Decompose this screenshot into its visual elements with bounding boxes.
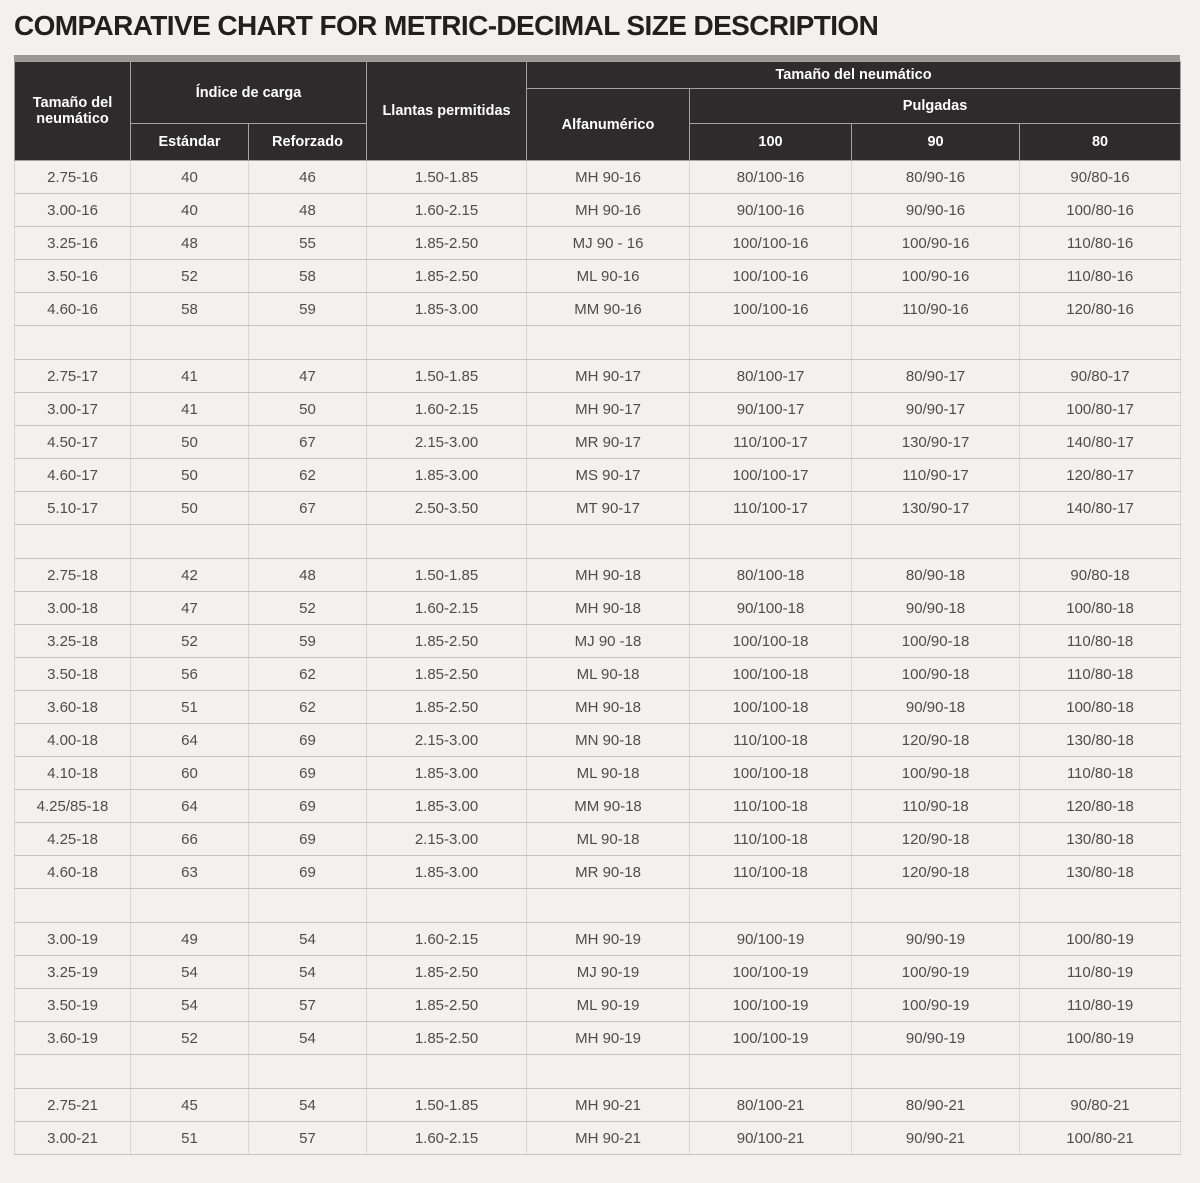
table-row	[15, 757, 1181, 790]
inch-80-cell: 110/80-18	[1020, 757, 1181, 790]
inch-90-cell: 130/90-17	[852, 492, 1020, 525]
rims-allowed-cell: 1.85-3.00	[367, 293, 527, 326]
tire-size-cell: 3.60-19	[15, 1022, 131, 1055]
header-tire-size-metric: Tamaño del neumático	[15, 62, 131, 161]
load-index-reinforced-cell: 54	[249, 1089, 367, 1122]
inch-100-cell: 100/100-16	[690, 227, 852, 260]
alphanumeric-cell: MJ 90-19	[527, 956, 690, 989]
load-index-reinforced-cell: 69	[249, 856, 367, 889]
rims-allowed-cell: 2.15-3.00	[367, 823, 527, 856]
load-index-reinforced-cell: 48	[249, 559, 367, 592]
alphanumeric-cell: MH 90-16	[527, 161, 690, 194]
load-index-standard-cell: 60	[131, 757, 249, 790]
header-reinforced: Reforzado	[249, 124, 367, 161]
load-index-reinforced-cell: 59	[249, 293, 367, 326]
tire-size-cell: 3.00-19	[15, 923, 131, 956]
alphanumeric-cell: MH 90-19	[527, 923, 690, 956]
inch-80-cell: 130/80-18	[1020, 856, 1181, 889]
rims-allowed-cell: 1.85-3.00	[367, 459, 527, 492]
spacer-cell	[690, 525, 852, 559]
inch-100-cell: 110/100-18	[690, 823, 852, 856]
spacer-cell	[249, 326, 367, 360]
spacer-cell	[1020, 525, 1181, 559]
load-index-reinforced-cell: 58	[249, 260, 367, 293]
load-index-reinforced-cell: 69	[249, 790, 367, 823]
page-title: COMPARATIVE CHART FOR METRIC-DECIMAL SIZE DESCRIPTION	[14, 10, 879, 41]
spacer-cell	[249, 889, 367, 923]
spacer-cell	[367, 1055, 527, 1089]
load-index-standard-cell: 40	[131, 161, 249, 194]
inch-80-cell: 130/80-18	[1020, 724, 1181, 757]
inch-100-cell: 80/100-21	[690, 1089, 852, 1122]
inch-100-cell: 110/100-18	[690, 790, 852, 823]
rims-allowed-cell: 1.85-2.50	[367, 227, 527, 260]
rims-allowed-cell: 1.85-2.50	[367, 260, 527, 293]
inch-100-cell: 90/100-17	[690, 393, 852, 426]
alphanumeric-cell: MH 90-21	[527, 1122, 690, 1155]
inch-100-cell: 100/100-18	[690, 658, 852, 691]
tire-size-cell: 3.50-18	[15, 658, 131, 691]
inch-80-cell: 140/80-17	[1020, 426, 1181, 459]
tire-size-cell: 4.60-16	[15, 293, 131, 326]
tire-size-cell: 4.50-17	[15, 426, 131, 459]
load-index-standard-cell: 63	[131, 856, 249, 889]
tire-size-cell: 4.00-18	[15, 724, 131, 757]
spacer-cell	[131, 326, 249, 360]
inch-80-cell: 90/80-21	[1020, 1089, 1181, 1122]
tire-size-cell: 2.75-21	[15, 1089, 131, 1122]
comparison-table	[14, 55, 1180, 1155]
inch-80-cell: 100/80-16	[1020, 194, 1181, 227]
alphanumeric-cell: MH 90-16	[527, 194, 690, 227]
load-index-standard-cell: 56	[131, 658, 249, 691]
inch-100-cell: 100/100-17	[690, 459, 852, 492]
inch-100-cell: 100/100-19	[690, 989, 852, 1022]
load-index-standard-cell: 54	[131, 956, 249, 989]
inch-90-cell: 80/90-21	[852, 1089, 1020, 1122]
spacer-cell	[131, 525, 249, 559]
tire-size-cell: 3.00-16	[15, 194, 131, 227]
alphanumeric-cell: ML 90-18	[527, 823, 690, 856]
tire-size-cell: 4.10-18	[15, 757, 131, 790]
header-tire-size-group: Tamaño del neumático	[527, 62, 1181, 89]
rims-allowed-cell: 2.15-3.00	[367, 426, 527, 459]
inch-80-cell: 100/80-19	[1020, 1022, 1181, 1055]
rims-allowed-cell: 1.85-2.50	[367, 658, 527, 691]
spacer-cell	[15, 889, 131, 923]
load-index-reinforced-cell: 69	[249, 823, 367, 856]
spacer-row	[15, 889, 1181, 923]
spacer-cell	[527, 1055, 690, 1089]
load-index-standard-cell: 54	[131, 989, 249, 1022]
load-index-standard-cell: 41	[131, 360, 249, 393]
spacer-cell	[367, 525, 527, 559]
load-index-reinforced-cell: 69	[249, 724, 367, 757]
rims-allowed-cell: 1.50-1.85	[367, 161, 527, 194]
alphanumeric-cell: MH 90-18	[527, 559, 690, 592]
rims-allowed-cell: 1.60-2.15	[367, 1122, 527, 1155]
tire-size-cell: 3.00-17	[15, 393, 131, 426]
inch-90-cell: 100/90-18	[852, 658, 1020, 691]
alphanumeric-cell: MH 90-18	[527, 691, 690, 724]
spacer-cell	[15, 326, 131, 360]
inch-80-cell: 100/80-17	[1020, 393, 1181, 426]
inch-80-cell: 100/80-19	[1020, 923, 1181, 956]
rims-allowed-cell: 1.85-3.00	[367, 856, 527, 889]
load-index-reinforced-cell: 47	[249, 360, 367, 393]
inch-80-cell: 140/80-17	[1020, 492, 1181, 525]
load-index-reinforced-cell: 67	[249, 492, 367, 525]
alphanumeric-cell: MH 90-17	[527, 393, 690, 426]
table-row	[15, 625, 1181, 658]
alphanumeric-cell: ML 90-16	[527, 260, 690, 293]
load-index-reinforced-cell: 62	[249, 691, 367, 724]
alphanumeric-cell: ML 90-18	[527, 757, 690, 790]
load-index-standard-cell: 50	[131, 492, 249, 525]
rims-allowed-cell: 1.60-2.15	[367, 923, 527, 956]
inch-90-cell: 130/90-17	[852, 426, 1020, 459]
spacer-cell	[852, 1055, 1020, 1089]
inch-80-cell: 120/80-17	[1020, 459, 1181, 492]
header-rims-allowed: Llantas permitidas	[367, 62, 527, 161]
tire-size-cell: 2.75-17	[15, 360, 131, 393]
tire-size-cell: 2.75-18	[15, 559, 131, 592]
alphanumeric-cell: MR 90-18	[527, 856, 690, 889]
spacer-cell	[527, 525, 690, 559]
table-row	[15, 823, 1181, 856]
rims-allowed-cell: 1.85-3.00	[367, 790, 527, 823]
spacer-cell	[527, 889, 690, 923]
load-index-reinforced-cell: 50	[249, 393, 367, 426]
spacer-cell	[131, 889, 249, 923]
table-row	[15, 1122, 1181, 1155]
inch-80-cell: 120/80-16	[1020, 293, 1181, 326]
alphanumeric-cell: MN 90-18	[527, 724, 690, 757]
alphanumeric-cell: MH 90-17	[527, 360, 690, 393]
load-index-reinforced-cell: 57	[249, 989, 367, 1022]
inch-90-cell: 90/90-16	[852, 194, 1020, 227]
inch-100-cell: 110/100-17	[690, 426, 852, 459]
tire-size-cell: 4.60-18	[15, 856, 131, 889]
tire-size-cell: 3.50-16	[15, 260, 131, 293]
tire-size-cell: 2.75-16	[15, 161, 131, 194]
inch-100-cell: 80/100-17	[690, 360, 852, 393]
inch-80-cell: 120/80-18	[1020, 790, 1181, 823]
table-row	[15, 459, 1181, 492]
inch-100-cell: 100/100-16	[690, 260, 852, 293]
load-index-standard-cell: 40	[131, 194, 249, 227]
load-index-standard-cell: 64	[131, 790, 249, 823]
spacer-cell	[527, 326, 690, 360]
inch-90-cell: 100/90-16	[852, 260, 1020, 293]
rims-allowed-cell: 1.50-1.85	[367, 1089, 527, 1122]
load-index-reinforced-cell: 55	[249, 227, 367, 260]
inch-100-cell: 110/100-18	[690, 856, 852, 889]
spacer-cell	[249, 525, 367, 559]
inch-90-cell: 90/90-18	[852, 592, 1020, 625]
rims-allowed-cell: 1.85-2.50	[367, 989, 527, 1022]
alphanumeric-cell: MH 90-21	[527, 1089, 690, 1122]
inch-90-cell: 100/90-18	[852, 757, 1020, 790]
header-inches-group: Pulgadas	[690, 89, 1181, 124]
tire-size-cell: 3.25-16	[15, 227, 131, 260]
spacer-cell	[690, 889, 852, 923]
inch-80-cell: 100/80-18	[1020, 592, 1181, 625]
inch-90-cell: 100/90-16	[852, 227, 1020, 260]
rims-allowed-cell: 1.50-1.85	[367, 559, 527, 592]
inch-80-cell: 110/80-16	[1020, 227, 1181, 260]
rims-allowed-cell: 1.85-2.50	[367, 1022, 527, 1055]
load-index-standard-cell: 52	[131, 1022, 249, 1055]
inch-100-cell: 110/100-18	[690, 724, 852, 757]
load-index-standard-cell: 45	[131, 1089, 249, 1122]
load-index-standard-cell: 41	[131, 393, 249, 426]
load-index-standard-cell: 48	[131, 227, 249, 260]
tire-size-cell: 5.10-17	[15, 492, 131, 525]
header-inch-80: 80	[1020, 124, 1181, 161]
inch-90-cell: 90/90-19	[852, 1022, 1020, 1055]
alphanumeric-cell: MH 90-18	[527, 592, 690, 625]
load-index-reinforced-cell: 46	[249, 161, 367, 194]
spacer-cell	[852, 525, 1020, 559]
rims-allowed-cell: 1.60-2.15	[367, 194, 527, 227]
tire-size-cell: 3.00-18	[15, 592, 131, 625]
table-row	[15, 360, 1181, 393]
inch-80-cell: 90/80-17	[1020, 360, 1181, 393]
table-row	[15, 658, 1181, 691]
load-index-standard-cell: 58	[131, 293, 249, 326]
load-index-standard-cell: 42	[131, 559, 249, 592]
inch-80-cell: 110/80-19	[1020, 956, 1181, 989]
inch-80-cell: 90/80-16	[1020, 161, 1181, 194]
inch-90-cell: 120/90-18	[852, 856, 1020, 889]
inch-80-cell: 100/80-18	[1020, 691, 1181, 724]
load-index-reinforced-cell: 54	[249, 923, 367, 956]
inch-90-cell: 110/90-16	[852, 293, 1020, 326]
load-index-standard-cell: 52	[131, 260, 249, 293]
inch-90-cell: 80/90-16	[852, 161, 1020, 194]
tire-size-cell: 4.60-17	[15, 459, 131, 492]
table-row	[15, 592, 1181, 625]
alphanumeric-cell: MS 90-17	[527, 459, 690, 492]
inch-90-cell: 80/90-18	[852, 559, 1020, 592]
inch-100-cell: 80/100-18	[690, 559, 852, 592]
alphanumeric-cell: MM 90-18	[527, 790, 690, 823]
alphanumeric-cell: MR 90-17	[527, 426, 690, 459]
header-standard: Estándar	[131, 124, 249, 161]
table-row	[15, 691, 1181, 724]
inch-100-cell: 100/100-19	[690, 1022, 852, 1055]
load-index-standard-cell: 66	[131, 823, 249, 856]
load-index-reinforced-cell: 57	[249, 1122, 367, 1155]
table-row	[15, 923, 1181, 956]
inch-90-cell: 100/90-19	[852, 956, 1020, 989]
metric-decimal-table	[14, 61, 1181, 1155]
table-body	[15, 161, 1181, 1155]
rims-allowed-cell: 1.85-2.50	[367, 625, 527, 658]
tire-size-cell: 3.60-18	[15, 691, 131, 724]
spacer-row	[15, 326, 1181, 360]
inch-100-cell: 100/100-18	[690, 757, 852, 790]
inch-100-cell: 100/100-18	[690, 625, 852, 658]
tire-size-cell: 3.25-18	[15, 625, 131, 658]
inch-80-cell: 110/80-18	[1020, 625, 1181, 658]
load-index-standard-cell: 50	[131, 459, 249, 492]
table-row	[15, 293, 1181, 326]
tire-size-cell: 4.25/85-18	[15, 790, 131, 823]
inch-100-cell: 80/100-16	[690, 161, 852, 194]
header-load-index-group: Índice de carga	[131, 62, 367, 124]
spacer-cell	[367, 889, 527, 923]
alphanumeric-cell: ML 90-19	[527, 989, 690, 1022]
table-row	[15, 492, 1181, 525]
tire-size-cell: 3.50-19	[15, 989, 131, 1022]
load-index-standard-cell: 51	[131, 691, 249, 724]
inch-80-cell: 110/80-18	[1020, 658, 1181, 691]
load-index-standard-cell: 49	[131, 923, 249, 956]
inch-100-cell: 100/100-19	[690, 956, 852, 989]
inch-90-cell: 110/90-17	[852, 459, 1020, 492]
rims-allowed-cell: 1.85-2.50	[367, 691, 527, 724]
spacer-row	[15, 1055, 1181, 1089]
inch-90-cell: 90/90-17	[852, 393, 1020, 426]
tire-size-cell: 3.25-19	[15, 956, 131, 989]
rims-allowed-cell: 2.50-3.50	[367, 492, 527, 525]
load-index-reinforced-cell: 59	[249, 625, 367, 658]
load-index-standard-cell: 51	[131, 1122, 249, 1155]
inch-100-cell: 110/100-17	[690, 492, 852, 525]
alphanumeric-cell: MM 90-16	[527, 293, 690, 326]
inch-90-cell: 110/90-18	[852, 790, 1020, 823]
spacer-cell	[367, 326, 527, 360]
table-row	[15, 790, 1181, 823]
spacer-cell	[15, 1055, 131, 1089]
inch-90-cell: 80/90-17	[852, 360, 1020, 393]
inch-100-cell: 100/100-16	[690, 293, 852, 326]
tire-size-cell: 4.25-18	[15, 823, 131, 856]
inch-80-cell: 130/80-18	[1020, 823, 1181, 856]
load-index-standard-cell: 52	[131, 625, 249, 658]
rims-allowed-cell: 1.50-1.85	[367, 360, 527, 393]
header-inch-100: 100	[690, 124, 852, 161]
spacer-cell	[131, 1055, 249, 1089]
rims-allowed-cell: 1.85-2.50	[367, 956, 527, 989]
alphanumeric-cell: MH 90-19	[527, 1022, 690, 1055]
table-header	[15, 62, 1181, 161]
table-row	[15, 260, 1181, 293]
alphanumeric-cell: MJ 90 - 16	[527, 227, 690, 260]
rims-allowed-cell: 1.60-2.15	[367, 393, 527, 426]
load-index-reinforced-cell: 67	[249, 426, 367, 459]
rims-allowed-cell: 1.60-2.15	[367, 592, 527, 625]
header-inch-90: 90	[852, 124, 1020, 161]
spacer-cell	[15, 525, 131, 559]
inch-100-cell: 90/100-18	[690, 592, 852, 625]
inch-90-cell: 90/90-19	[852, 923, 1020, 956]
table-row	[15, 989, 1181, 1022]
table-row	[15, 227, 1181, 260]
table-row	[15, 1022, 1181, 1055]
table-row	[15, 393, 1181, 426]
inch-90-cell: 100/90-18	[852, 625, 1020, 658]
rims-allowed-cell: 1.85-3.00	[367, 757, 527, 790]
spacer-cell	[1020, 326, 1181, 360]
alphanumeric-cell: MJ 90 -18	[527, 625, 690, 658]
load-index-reinforced-cell: 52	[249, 592, 367, 625]
inch-100-cell: 90/100-16	[690, 194, 852, 227]
inch-80-cell: 110/80-19	[1020, 989, 1181, 1022]
rims-allowed-cell: 2.15-3.00	[367, 724, 527, 757]
spacer-row	[15, 525, 1181, 559]
inch-100-cell: 100/100-18	[690, 691, 852, 724]
table-row	[15, 194, 1181, 227]
load-index-reinforced-cell: 62	[249, 459, 367, 492]
table-row	[15, 426, 1181, 459]
inch-80-cell: 100/80-21	[1020, 1122, 1181, 1155]
load-index-reinforced-cell: 54	[249, 956, 367, 989]
inch-100-cell: 90/100-21	[690, 1122, 852, 1155]
table-row	[15, 559, 1181, 592]
spacer-cell	[690, 1055, 852, 1089]
spacer-cell	[249, 1055, 367, 1089]
table-row	[15, 724, 1181, 757]
table-row	[15, 856, 1181, 889]
alphanumeric-cell: MT 90-17	[527, 492, 690, 525]
table-row	[15, 956, 1181, 989]
spacer-cell	[1020, 889, 1181, 923]
spacer-cell	[852, 326, 1020, 360]
tire-size-cell: 3.00-21	[15, 1122, 131, 1155]
header-alphanumeric: Alfanumérico	[527, 89, 690, 161]
load-index-reinforced-cell: 54	[249, 1022, 367, 1055]
inch-80-cell: 110/80-16	[1020, 260, 1181, 293]
alphanumeric-cell: ML 90-18	[527, 658, 690, 691]
inch-80-cell: 90/80-18	[1020, 559, 1181, 592]
load-index-standard-cell: 50	[131, 426, 249, 459]
inch-90-cell: 90/90-18	[852, 691, 1020, 724]
inch-90-cell: 90/90-21	[852, 1122, 1020, 1155]
table-row	[15, 1089, 1181, 1122]
inch-90-cell: 120/90-18	[852, 823, 1020, 856]
table-row	[15, 161, 1181, 194]
load-index-standard-cell: 64	[131, 724, 249, 757]
spacer-cell	[1020, 1055, 1181, 1089]
spacer-cell	[852, 889, 1020, 923]
load-index-reinforced-cell: 69	[249, 757, 367, 790]
inch-90-cell: 120/90-18	[852, 724, 1020, 757]
spacer-cell	[690, 326, 852, 360]
load-index-reinforced-cell: 48	[249, 194, 367, 227]
load-index-standard-cell: 47	[131, 592, 249, 625]
inch-90-cell: 100/90-19	[852, 989, 1020, 1022]
load-index-reinforced-cell: 62	[249, 658, 367, 691]
inch-100-cell: 90/100-19	[690, 923, 852, 956]
